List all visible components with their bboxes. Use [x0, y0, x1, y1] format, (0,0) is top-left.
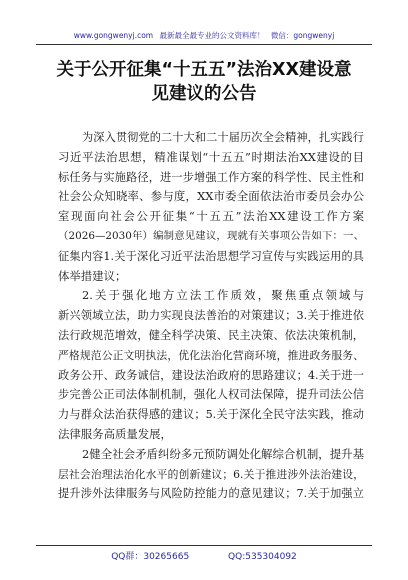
body-line: 室现面向社会公开征集“十五五”法治XX建设工作方案 [58, 209, 364, 224]
footer-divider [36, 545, 372, 546]
body-line: 习近平法治思想，精准谋划“十五五”时期法治XX建设的目 [58, 149, 364, 164]
body-line: 征集内容1.关于深化习近平法治思想学习宣传与实践运用的具 [58, 249, 364, 263]
body-line: 为深入贯彻党的二十大和二十届历次全会精神，扎实践行 [82, 131, 364, 144]
header-site-link[interactable]: www.gongwenyj.com [73, 31, 154, 40]
footer-qq-group: QQ群：30265665 [111, 552, 190, 562]
body-line: 新兴领域立法，助力实现良法善治的对策建议；3.关于推进依 [58, 309, 364, 323]
body-line: 社会公众知晓率、参与度，XX市委全面依法治市委员会办公 [58, 189, 364, 204]
body-line: 标任务与实施路径，进一步增强工作方案的科学性、民主性和 [58, 170, 364, 184]
page-footer [0, 549, 408, 562]
body-line: 政务公开、政务诚信，建设法治政府的思路建议；4.关于进一 [58, 368, 364, 382]
header-wechat: 微信：gongwenyj [270, 31, 335, 40]
title-line-1: 关于公开征集“十五五”法治XX建设意 [56, 60, 352, 80]
body-line: （2026—2030年）编制意见建议，现就有关事项公告如下：一、 [58, 229, 364, 242]
body-line: 法律服务高质量发展， [58, 426, 172, 441]
title-line-2: 见建议的公告 [151, 84, 257, 104]
body-line: 力与群众法治获得感的建议；5.关于深化全民守法实践，推动 [58, 408, 364, 422]
body-line: 法行政规范增效，健全科学决策、民主决策、依法决策机制， [58, 328, 364, 342]
header-divider [36, 44, 372, 45]
body-line: 步完善公正司法体制机制，强化人权司法保障，提升司法公信 [58, 388, 364, 402]
body-line: 体举措建议； [58, 268, 127, 283]
document-body [58, 128, 364, 504]
body-line: 严格规范公正文明执法，优化法治化营商环境，推进政务服务、 [58, 348, 364, 362]
page-header [0, 30, 408, 41]
body-line: 2健全社会矛盾纠纷多元预防调处化解综合机制，提升基 [82, 446, 364, 461]
body-line: 提升涉外法律服务与风险防控能力的意见建议；7.关于加强立 [58, 487, 364, 501]
document-title [36, 58, 372, 106]
body-line: 层社会治理法治化水平的创新建议；6.关于推进涉外法治建设， [58, 467, 364, 481]
footer-qq-number: QQ:535304092 [228, 552, 297, 562]
body-line: 2.关于强化地方立法工作质效，聚焦重点领域与 [82, 288, 364, 303]
header-slogan: 最新最全最专业的公文资料库！ [159, 31, 265, 40]
